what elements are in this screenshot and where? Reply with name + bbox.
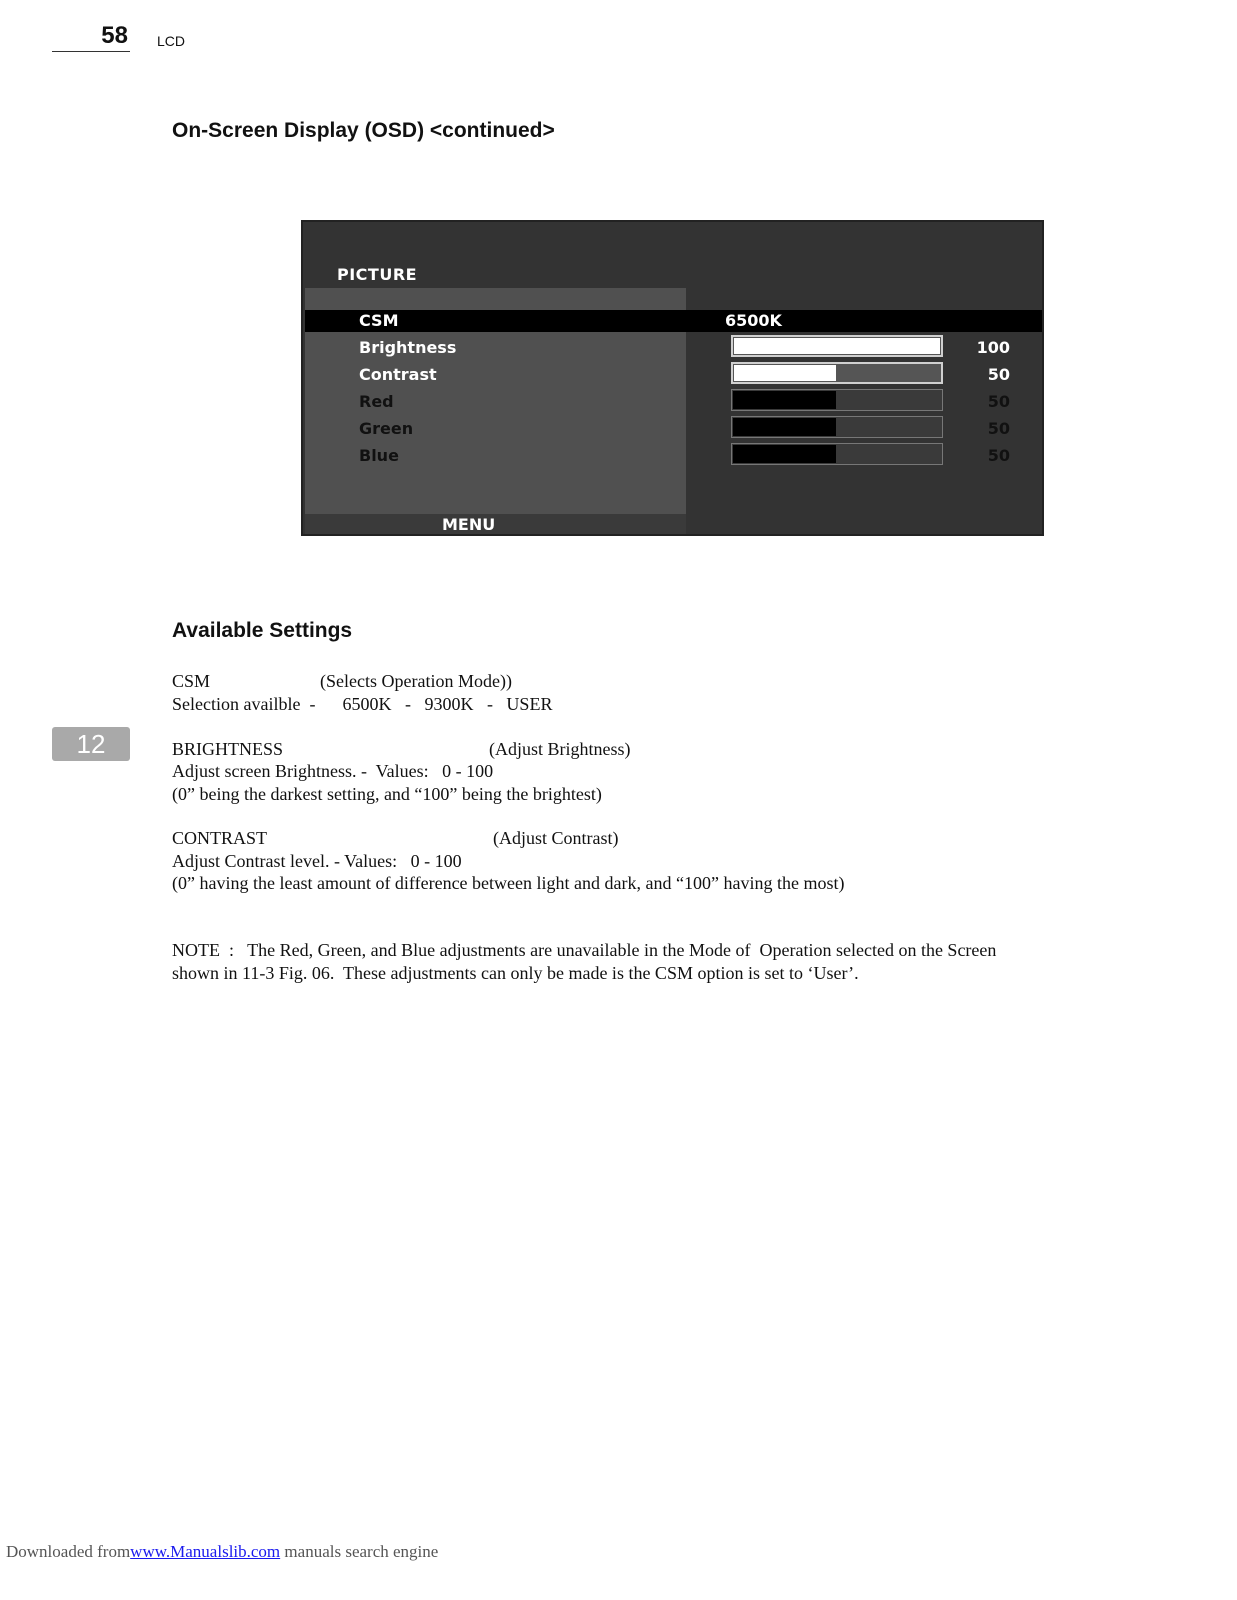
footer-suffix: manuals search engine [280,1542,439,1561]
brightness-desc: (Adjust Brightness) [489,739,631,759]
blue-value: 50 [987,446,1010,465]
manualslib-link[interactable]: www.Manualslib.com [130,1542,281,1561]
osd-item-contrast: Contrast [359,365,437,384]
brightness-name: BRIGHTNESS [172,739,284,759]
osd-footer [305,514,686,534]
note-line-2: shown in 11-3 Fig. 06. These adjustments can only be made is the CSM option is set to ‘User’. [172,963,859,983]
osd-menu-image [301,220,1044,536]
contrast-bar [731,362,943,384]
page-number: 58 [52,22,130,52]
osd-menu-title: PICTURE [337,265,418,284]
osd-item-brightness: Brightness [359,338,457,357]
contrast-desc: (Adjust Contrast) [493,828,619,848]
green-value: 50 [987,419,1010,438]
brightness-values: Adjust screen Brightness. - Values: 0 - 100 [172,761,494,781]
download-footer [6,1542,438,1562]
osd-item-green: Green [359,419,414,438]
contrast-values: Adjust Contrast level. - Values: 0 - 100 [172,851,462,871]
blue-bar [731,443,943,465]
contrast-name: CONTRAST [172,828,268,848]
section-label: LCD [157,33,186,49]
osd-item-red: Red [359,392,394,411]
red-value: 50 [987,392,1010,411]
red-bar [731,389,943,411]
brightness-value: 100 [976,338,1010,357]
osd-item-blue: Blue [359,446,399,465]
csm-options: Selection availble - 6500K - 9300K - USER [172,694,553,714]
contrast-note: (0” having the least amount of difference between light and dark, and “100” having the most) [172,873,845,893]
csm-desc: (Selects Operation Mode)) [320,671,512,691]
note-line-1: NOTE : The Red, Green, and Blue adjustments are unavailable in the Mode of Operation selected on the Screen [172,940,997,960]
brightness-bar-fill [734,338,940,354]
red-bar-fill [733,391,836,409]
brightness-bar [731,335,943,357]
osd-item-csm: CSM [359,311,399,330]
available-settings-heading: Available Settings [172,619,353,642]
blue-bar-fill [733,445,836,463]
osd-footer-label: MENU [442,515,496,534]
csm-name: CSM [172,671,211,691]
green-bar [731,416,943,438]
contrast-bar-fill [734,365,836,381]
chapter-tab: 12 [52,727,130,761]
brightness-note: (0” being the darkest setting, and “100” being the brightest) [172,784,602,804]
green-bar-fill [733,418,836,436]
footer-prefix: Downloaded from [6,1542,131,1561]
osd-selected-row [305,310,1042,332]
contrast-value: 50 [987,365,1010,384]
osd-csm-value: 6500K [725,311,782,330]
page-title: On-Screen Display (OSD) <continued> [172,119,555,142]
